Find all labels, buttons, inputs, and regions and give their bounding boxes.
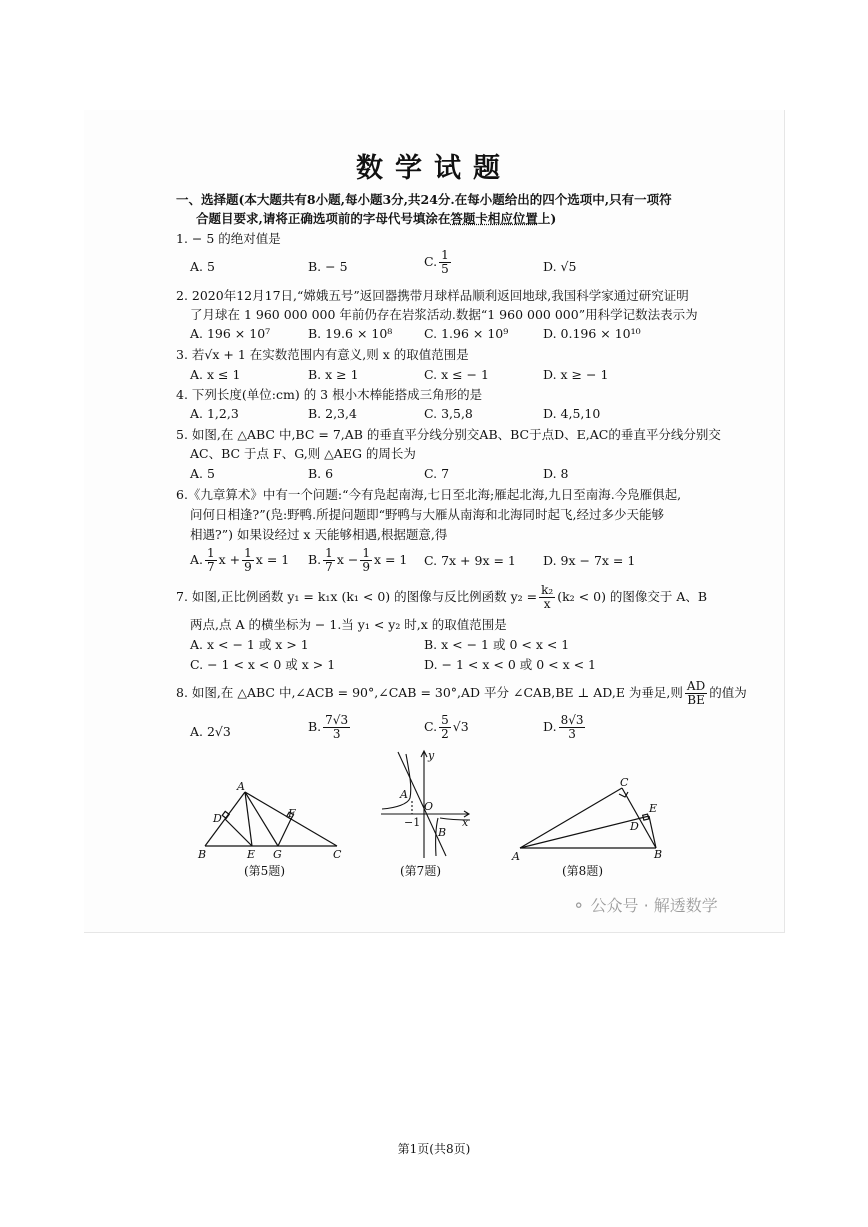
- fig7-label-o: O: [424, 800, 434, 813]
- q6-option-d: D. 9x − 7x = 1: [543, 553, 636, 568]
- fig7-label-y: y: [428, 749, 435, 762]
- q4-option-a: A. 1,2,3: [190, 406, 239, 421]
- q6-option-a: A. $\frac{1}{7}$ x + $\frac{1}{9}$ x = 1: [190, 546, 290, 574]
- q1-option-a: A. 5: [190, 259, 215, 274]
- page-footer: 第1页(共8页): [397, 1142, 471, 1156]
- q1-option-d: D. √5: [543, 259, 577, 274]
- fig5-label-d: D: [213, 812, 222, 825]
- watermark: ⚬ 公众号 · 解透数学: [572, 896, 718, 915]
- fig5-label-a: A: [237, 780, 245, 793]
- fig7-label-a: A: [400, 788, 408, 801]
- page-title: 数学试题: [356, 153, 512, 184]
- section-header-line1: 一、选择题(本大题共有8小题,每小题3分,共24分.在每小题给出的四个选项中,只有一项符: [176, 192, 672, 207]
- fig7-label-neg1: −1: [404, 816, 421, 829]
- fig5-segment-ag: [245, 792, 278, 846]
- q8-stem: 8. 如图,在 △ABC 中,∠ACB = 90°,∠CAB = 30°,AD 平分 ∠CAB,BE ⊥ AD,E 为垂足,则 $\frac{AD}{BE}$ 的值为: [176, 679, 747, 707]
- q2-option-b: B. 19.6 × 10⁸: [308, 326, 393, 341]
- q5-option-d: D. 8: [543, 466, 569, 481]
- fig8-side-ac: [520, 788, 622, 848]
- fig8-segment-be: [649, 816, 656, 848]
- fig7-label-x: x: [462, 816, 469, 829]
- q5-option-c: C. 7: [424, 466, 450, 481]
- q3-option-c: C. x ≤ − 1: [424, 367, 489, 382]
- fig5-label-e: E: [247, 848, 256, 861]
- q3-option-a: A. x ≤ 1: [190, 367, 241, 382]
- figure-5-triangle: [190, 778, 355, 862]
- q2-line1: 2. 2020年12月17日,“嫦娥五号”返回器携带月球样品顺利返回地球,我国科学家通过研究证明: [176, 288, 689, 303]
- q7-option-b: B. x < − 1 或 0 < x < 1: [424, 637, 570, 652]
- q5-option-a: A. 5: [190, 466, 215, 481]
- fig8-label-d: D: [630, 820, 639, 833]
- q1-stem: 1. − 5 的绝对值是: [176, 231, 281, 246]
- q7-line1: 7. 如图,正比例函数 y₁ = k₁x (k₁ < 0) 的图像与反比例函数 y₂ = $\frac{\text{k₂}}{x}$ (k₂ < 0) 的图像交于 A、B: [176, 583, 708, 611]
- fig5-segment-ae: [245, 792, 252, 846]
- q7-option-a: A. x < − 1 或 x > 1: [190, 637, 309, 652]
- q5-option-b: B. 6: [308, 466, 334, 481]
- q7-line2: 两点,点 A 的横坐标为 − 1.当 y₁ < y₂ 时,x 的取值范围是: [190, 617, 507, 632]
- fig8-label-a: A: [512, 850, 520, 862]
- figure-7-caption: (第7题): [400, 864, 441, 878]
- q5-line1: 5. 如图,在 △ABC 中,BC = 7,AB 的垂直平分线分别交AB、BC于点D、E,AC的垂直平分线分别交: [176, 427, 721, 442]
- q8-option-d: D. $\frac{8√3}{3}$: [543, 713, 584, 741]
- fig7-line-y1: [398, 752, 446, 856]
- fig5-right-angle-d: [222, 811, 229, 818]
- q6-line1: 6.《九章算术》中有一个问题:“今有凫起南海,七日至北海;雁起北海,九日至南海.今凫雁俱起,: [176, 487, 682, 502]
- fig8-label-c: C: [620, 776, 629, 789]
- q2-option-a: A. 196 × 10⁷: [190, 326, 271, 341]
- fig5-label-b: B: [198, 848, 207, 861]
- q8-option-a: A. 2√3: [190, 724, 231, 739]
- q2-option-c: C. 1.96 × 10⁹: [424, 326, 509, 341]
- fig8-label-e: E: [649, 802, 658, 815]
- figure-8-triangle: [508, 772, 670, 862]
- q4-option-d: D. 4,5,10: [543, 406, 601, 421]
- section-header-line2: 合题目要求,请将正确选项前的字母代号填涂在答题卡相应位置上): [196, 211, 557, 226]
- fig5-label-g: G: [273, 848, 282, 861]
- q3-stem: 3. 若√x + 1 在实数范围内有意义,则 x 的取值范围是: [176, 347, 469, 362]
- fig5-perp-bisector-fg: [278, 819, 291, 846]
- q4-option-b: B. 2,3,4: [308, 406, 357, 421]
- q5-line2: AC、BC 于点 F、G,则 △AEG 的周长为: [190, 446, 416, 461]
- q1-option-c: C. $\frac{1}{5}$: [424, 248, 449, 276]
- q8-option-c: C. $\frac{5}{2}$ √3: [424, 713, 469, 741]
- q3-option-b: B. x ≥ 1: [308, 367, 359, 382]
- fig8-label-b: B: [654, 848, 663, 861]
- q3-option-d: D. x ≥ − 1: [543, 367, 609, 382]
- q6-line2: 问何日相逢?”(凫:野鸭.所提问题即“野鸭与大雁从南海和北海同时起飞,经过多少天能够: [190, 507, 665, 522]
- q4-stem: 4. 下列长度(单位:cm) 的 3 根小木棒能搭成三角形的是: [176, 387, 483, 402]
- q2-option-d: D. 0.196 × 10¹⁰: [543, 326, 641, 341]
- fig7-label-b: B: [438, 826, 447, 839]
- q6-line3: 相遇?”) 如果设经过 x 天能够相遇,根据题意,得: [190, 527, 448, 542]
- figure-8-caption: (第8题): [562, 864, 603, 878]
- fig5-label-c: C: [333, 848, 342, 861]
- q8-option-b: B. $\frac{7√3}{3}$: [308, 713, 349, 741]
- q7-option-d: D. − 1 < x < 0 或 0 < x < 1: [424, 657, 597, 672]
- q6-option-b: B. $\frac{1}{7}$ x − $\frac{1}{9}$ x = 1: [308, 546, 408, 574]
- q2-line2: 了月球在 1 960 000 000 年前仍存在岩浆活动.数据“1 960 000 000”用科学记数法表示为: [190, 307, 698, 322]
- fig5-label-f: F: [288, 807, 296, 820]
- q6-option-c: C. 7x + 9x = 1: [424, 553, 516, 568]
- fig5-perp-bisector-de: [225, 819, 252, 846]
- wechat-icon: ⚬: [572, 896, 586, 915]
- figure-5-caption: (第5题): [244, 864, 285, 878]
- q1-option-b: B. − 5: [308, 259, 348, 274]
- q4-option-c: C. 3,5,8: [424, 406, 473, 421]
- q7-option-c: C. − 1 < x < 0 或 x > 1: [190, 657, 336, 672]
- figure-7-graph: [376, 746, 476, 862]
